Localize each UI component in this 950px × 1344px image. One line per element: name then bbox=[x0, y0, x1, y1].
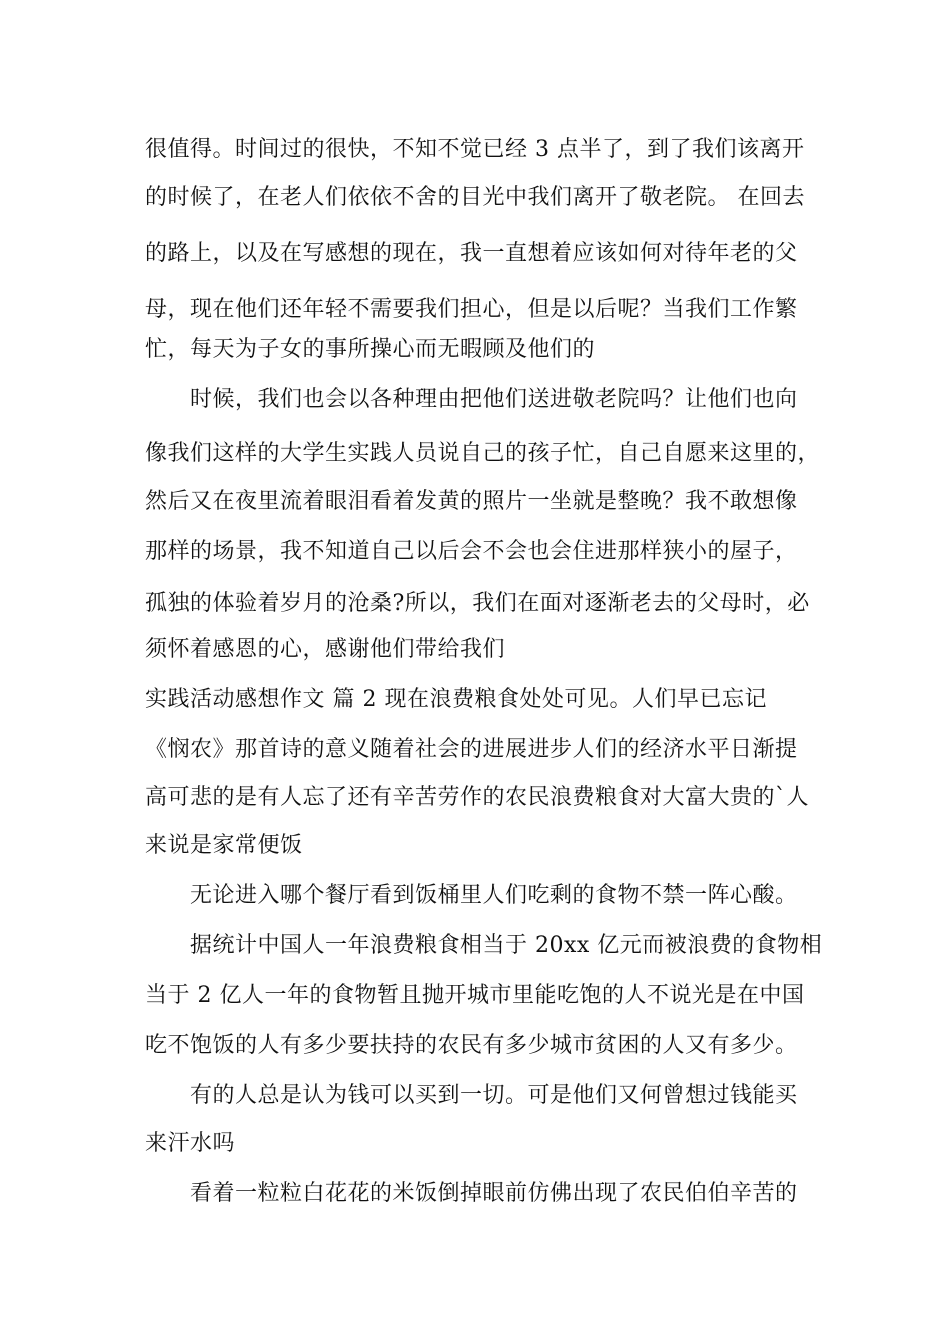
text-line: 然后又在夜里流着眼泪看着发黄的照片一坐就是整晚？我不敢想像 bbox=[145, 489, 798, 514]
text-line: 有的人总是认为钱可以买到一切。可是他们又何曾想过钱能买 bbox=[190, 1083, 798, 1108]
text-line: 来说是家常便饭 bbox=[145, 833, 303, 858]
text-line: 吃不饱饭的人有多少要扶持的农民有多少城市贫困的人又有多少。 bbox=[145, 1033, 798, 1058]
text-line: 像我们这样的大学生实践人员说自己的孩子忙，自己自愿来这里的， bbox=[145, 441, 821, 466]
text-line: 高可悲的是有人忘了还有辛苦劳作的农民浪费粮食对大富大贵的`人 bbox=[145, 785, 810, 810]
text-line: 那样的场景，我不知道自己以后会不会也会住进那样狭小的屋子， bbox=[145, 539, 798, 564]
section-heading-line: 实践活动感想作文 篇 2 现在浪费粮食处处可见。人们早已忘记 bbox=[145, 687, 767, 712]
text-line: 的路上，以及在写感想的现在，我一直想着应该如何对待年老的父 bbox=[145, 241, 798, 266]
text-line: 忙，每天为子女的事所操心而无暇顾及他们的 bbox=[145, 337, 596, 362]
text-line: 的时候了，在老人们依依不舍的目光中我们离开了敬老院。 在回去 bbox=[145, 185, 805, 210]
text-line: 来汗水吗 bbox=[145, 1131, 236, 1156]
text-line: 看着一粒粒白花花的米饭倒掉眼前仿佛出现了农民伯伯辛苦的 bbox=[190, 1181, 798, 1206]
text-line: 时候，我们也会以各种理由把他们送进敬老院吗？让他们也向 bbox=[190, 387, 798, 412]
text-line: 据统计中国人一年浪费粮食相当于 20xx 亿元而被浪费的食物相 bbox=[190, 933, 823, 958]
text-line: 无论进入哪个餐厅看到饭桶里人们吃剩的食物不禁一阵心酸。 bbox=[190, 883, 798, 908]
text-line: 须怀着感恩的心，感谢他们带给我们 bbox=[145, 637, 506, 662]
text-line: 《悯农》那首诗的意义随着社会的进展进步人们的经济水平日渐提 bbox=[145, 737, 798, 762]
text-line: 孤独的体验着岁月的沧桑?所以，我们在面对逐渐老去的父母时，必 bbox=[145, 591, 810, 616]
text-line: 很值得。时间过的很快，不知不觉已经 3 点半了，到了我们该离开 bbox=[145, 137, 805, 162]
text-line: 母，现在他们还年轻不需要我们担心，但是以后呢？当我们工作繁 bbox=[145, 297, 798, 322]
text-line: 当于 2 亿人一年的食物暂且抛开城市里能吃饱的人不说光是在中国 bbox=[145, 983, 805, 1008]
